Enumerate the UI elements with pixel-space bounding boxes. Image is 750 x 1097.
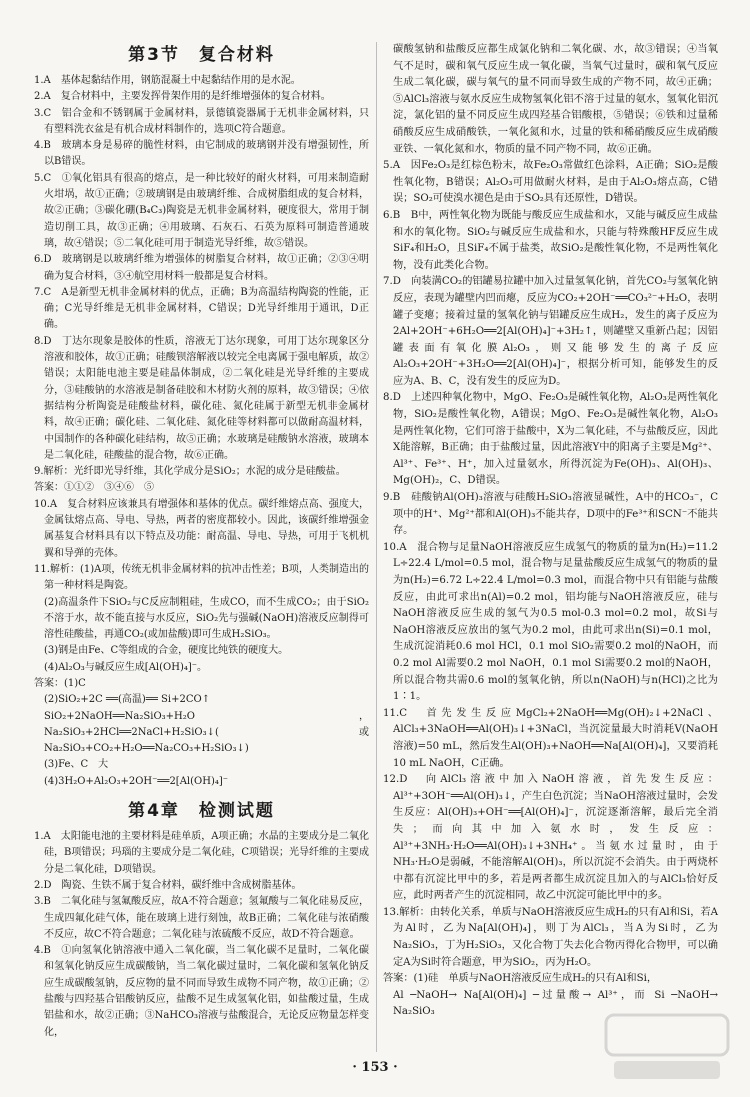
answer-paragraph: (2)SiO₂+2C ══(高温)══ Si+2CO↑	[44, 694, 211, 706]
answer-paragraph: 8.D 丁达尔现象是胶体的性质，溶液无丁达尔现象，可用丁达尔现象区分溶液和胶体，故①正确；硅酸钡溶解液以较完全电离属于强电解质，故②错误；太阳能电池主要是硅晶体制成，②二氧化硅是光导纤维的主要成分，③硅酸钠的水溶液是制备硅胶和木材防火剂的原料，故③错误；④依据结构分析陶瓷是硅酸盐材料，碳化硅、氮化硅属于新型无机非金属材料，故④正确；碳化硅、二氧化硅、氮化硅等材料都可以做耐高温材料，中国制作的各种碳化硅结构，故⑤正确；水玻璃是硅酸钠水溶液，玻璃本是二氧化硅，硅酸盐的混合物，故⑥正确。	[34, 335, 369, 461]
answer-paragraph: 6.D 玻璃钢是以玻璃纤维为增强体的树脂复合材料，故①正确；②③④明确为复合材料，③④航空用材料一般都是复合材料。	[34, 254, 369, 282]
answer-paragraph: 10.A 复合材料应该兼具有增强体和基体的优点。碳纤维熔点高、强度大，金属钛熔点高、导电、导热，两者的密度都较小。因此，该碳纤维增强金属基复合材料具有以下特点及功能：耐高温、导电、导热，可用于飞机机翼和导弹的壳体。	[34, 498, 369, 559]
answer-paragraph: 4.B ①向氢氧化钠溶液中通入二氧化碳，当二氧化碳不足量时，二氧化碳和氢氧化钠反应生成碳酸钠，当二氧化碳过量时，二氧化碳和氢氧化钠反应生成碳酸氢钠，反应物的量不同而导致生成物不同产物，故①正确；②盐酸与四羟基合铝酸钠反应，盐酸不足生成氢氧化铝，如盐酸过量，生成铝盐和水，故②正确；③NaHCO₃溶液与盐酸混合，无论反应物量怎样变化，	[34, 945, 369, 1038]
answer-paragraph: 5.A 因Fe₂O₃是红棕色粉末，故Fe₂O₃常做红色涂料，A正确；SiO₂是酸性氧化物，B错误；Al₂O₃可用做耐火材料，是由于Al₂O₃熔点高，C错误；SO₂可使溴水褪色是由于SO₂具有还原性，D错误。	[383, 160, 718, 205]
answer-paragraph: 碳酸氢钠和盐酸反应都生成氯化钠和二氧化碳、水，故③错误；④当氧气不足时，碳和氧气反应生成一氧化碳，当氧气过量时，碳和氧气反应生成二氧化碳，碳与氧气的量不同而导致生成的产物不同，故④正确；⑤AlCl₃溶液与氨水反应生成物氢氧化铝不溶于过量的氨水，氢氧化铝沉淀，氯化铝的量不同反应生成四羟基合铝酸根，⑤错误；⑥铁和过量稀硝酸反应生成硝酸铁，一氧化氮和水，过量的铁和稀硝酸反应生成硝酸亚铁、一氧化氮和水，物质的量不同产物不同，故⑥正确。	[393, 44, 718, 155]
chapter-items	[34, 829, 369, 1041]
answer-paragraph: 13.解析：由转化关系，单质与NaOH溶液反应生成H₂的只有Al和Si，若A为Al时，乙为Na[Al(OH)₄]，则丁为AlCl₃，当A为Si时，乙为Na₂SiO₃，丁为H₂SiO₃，又化合物丁失去化合物丙得化合物甲，可以确定A为Si时符合题意，甲为SiO₂，丙为H₂O。	[383, 906, 718, 968]
answer-paragraph: 答案：(1)硅 单质与NaOH溶液反应生成H₂的只有Al和Si，	[383, 973, 658, 985]
answer-paragraph: 1.A 基体起黏结作用，钢筋混凝土中起黏结作用的是水泥。	[34, 75, 301, 86]
answer-paragraph: 11.解析：(1)A项，传统无机非金属材料的抗冲击性差；B项，人类制造出的第一种材料是陶瓷。	[34, 563, 369, 592]
answer-paragraph: 10.A 混合物与足量NaOH溶液反应生成氢气的物质的量为n(H₂)=11.2 L÷22.4 L/mol=0.5 mol，混合物与足量盐酸反应生成氢气的物质的量为n(H₂)=6.72 L÷22.4 L/mol=0.3 mol，而混合物中只有铝能与盐酸反应，由此可求出n(Al)=0.2 mol，铝均能与NaOH溶液反应，硅与NaOH溶液反应生成的氢气为0.5 mol-0.3 mol=0.2 mol，故Si与NaOH溶液反应放出的氢气为0.2 mol，由此可求出n(Si)=0.1 mol，生成沉淀消耗0.6 mol HCl，0.1 mol SiO₂需要0.2 mol的NaOH，而0.2 mol Al需要0.2 mol NaOH，0.1 mol Si需要0.2 mol的NaOH，所以混合物共需0.6 mol的氢氧化钠，所以n(NaOH)与n(HCl)之比为1∶1。	[383, 541, 718, 703]
answer-paragraph: 2.D 陶瓷、生铁不属于复合材料，碳纤维中含成树脂基体。	[34, 879, 302, 891]
column-divider	[376, 42, 377, 1052]
answer-paragraph: 9.解析：光纤即光导纤维，其化学成分是SiO₂；水泥的成分是硅酸盐。	[34, 466, 346, 478]
answer-paragraph: 12.D 向AlCl₃溶液中加入NaOH溶液，首先发生反应：Al³⁺+3OH⁻══Al(OH)₃↓，产生白色沉淀；当NaOH溶液过量时，会发生反应：Al(OH)₃+OH⁻══[Al(OH)₄]⁻，沉淀逐渐溶解，最后完全消失；而向其中加入氨水时，发生反应：Al³⁺+3NH₃·H₂O══Al(OH)₃↓+3NH₄⁺。当氨水过量时，由于NH₃·H₂O是弱碱，不能溶解Al(OH)₃，所以沉淀不会消失。由于两烧杯中都有沉淀比甲中的多，若是两者都生成沉淀且加入的与AlCl₃恰好反应，此时两者产生的沉淀相同，故乙中沉淀可能比甲中的多。	[383, 774, 718, 902]
answer-paragraph: 3.C 铝合金和不锈钢属于金属材料，景德镇瓷器属于无机非金属材料，只有塑料洗衣盆是有机合成材料制作的，选项C符合题意。	[34, 107, 369, 135]
answer-paragraph: (4)3H₂O+Al₂O₃+2OH⁻══2[Al(OH)₄]⁻	[44, 775, 229, 787]
left-column	[34, 42, 369, 1041]
chapter-title: 第4章 检测试题	[128, 801, 275, 822]
answer-paragraph: 5.C ①氧化铝具有很高的熔点，是一种比较好的耐火材料，可用来制造耐火坩埚，故①正确；②玻璃钢是由玻璃纤维、合成树脂组成的复合材料，故②正确；③碳化硼(B₄C₃)陶瓷是无机非金属材料，硬度很大，常用于制造切削工具，故③正确；④用玻璃、石灰石、石英为原料可制造普通玻璃，故④错误；⑤二氧化硅可用于制造光导纤维，故⑤错误。	[34, 172, 369, 249]
right-column	[383, 42, 718, 1021]
answer-paragraph: 7.C A是新型无机非金属材料的优点，正确；B为高温结构陶瓷的性能，正确；C光导纤维是无机非金属材料，C错误；D光导纤维用于通讯，D正确。	[34, 286, 369, 331]
answer-paragraph: Al ─NaOH→ Na[Al(OH)₄] ─过量酸→ Al³⁺，而 Si ─NaOH→ Na₂SiO₃	[393, 989, 718, 1018]
answer-paragraph: 2.A 复合材料中，主要发挥骨架作用的是纤维增强体的复合材料。	[34, 91, 331, 103]
answer-paragraph: 7.D 向装满CO₂的铝罐易拉罐中加入过量氢氧化钠，首先CO₂与氢氧化钠反应，表现为罐壁内凹而瘪，反应为CO₂+2OH⁻══CO₃²⁻+H₂O，表明罐子变瘪；接着过量的氢氧化钠与铝罐反应生成H₂，发生的离子反应为2Al+2OH⁻+6H₂O══2[Al(OH)₄]⁻+3H₂↑，则罐壁又重新凸起；因铝罐表面有氧化膜Al₂O₃，则又能够发生的离子反应Al₂O₃+2OH⁻+3H₂O══2[Al(OH)₄]⁻，根据分析可知，能够发生的反应为A、B、C，没有发生的反应为D。	[383, 276, 718, 387]
right-items	[383, 42, 718, 1021]
answer-paragraph: 1.A 太阳能电池的主要材料是硅单质，A项正确；水晶的主要成分是二氧化硅，B项错误；玛瑙的主要成分是二氧化硅，C项错误；光导纤维的主要成分是二氧化硅，D项错误。	[34, 831, 369, 875]
answer-paragraph: (3)Fe、C 大	[44, 759, 109, 771]
watermark-logo	[602, 1009, 732, 1083]
page-number: · 153 ·	[352, 1060, 398, 1075]
answer-paragraph: 4.B 玻璃本身是易碎的脆性材料，由它制成的玻璃钢并没有增强韧性，所以B错误。	[34, 140, 369, 168]
section-title: 第3节 复合材料	[128, 45, 275, 65]
answer-paragraph: 6.B B中，两性氧化物为既能与酸反应生成盐和水，又能与碱反应生成盐和水的氧化物。SiO₂与碱反应生成盐和水，只能与特殊酸HF反应生成SiF₄和H₂O，且SiF₄不属于盐类，故SiO₂是酸性氧化物，不是两性氧化物，没有此类化合物。	[383, 209, 718, 271]
answer-paragraph: 3.B 二氧化硅与氢氟酸反应，故A不符合题意；氢氟酸与二氧化硅易反应，生成四氟化硅气体，能在玻璃上进行刻蚀，故B正确；二氧化硅与浓硝酸不反应，故C不符合题意；二氧化硅与浓硫酸不反应，故D不符合题意。	[34, 896, 369, 940]
left-items	[34, 73, 369, 790]
answer-paragraph: 答案：(1)C	[34, 677, 86, 689]
answer-paragraph: 答案：①①② ③④⑥ ⑤	[34, 482, 154, 494]
answer-paragraph: (3)钢是由Fe、C等组成的合金，硬度比纯铁的硬度大。	[44, 645, 289, 657]
answer-paragraph: (4)Al₂O₃与碱反应生成[Al(OH)₄]⁻。	[44, 661, 208, 673]
answer-paragraph: SiO₂+2NaOH══Na₂SiO₃+H₂O，Na₂SiO₃+2HCl══2NaCl+H₂SiO₃↓(或Na₂SiO₃+CO₂+H₂O══Na₂CO₃+H₂SiO₃↓)	[44, 710, 369, 755]
answer-paragraph: 11.C 首先发生反应MgCl₂+2NaOH══Mg(OH)₂↓+2NaCl、AlCl₃+3NaOH══Al(OH)₃↓+3NaCl，当沉淀量最大时消耗V(NaOH溶液)=50 mL，然后发生Al(OH)₃+NaOH══Na[Al(OH)₄]，又要消耗10 mL NaOH，C正确。	[383, 707, 718, 769]
answer-paragraph: 9.B 硅酸钠Al(OH)₃溶液与硅酸H₂SiO₃溶液显碱性，A中的HCO₃⁻，C项中的H⁺、Mg²⁺都和Al(OH)₃不能共存，D项中的Fe³⁺和SCN⁻不能共存。	[383, 492, 718, 537]
answer-paragraph: 8.D 上述四种氧化物中，MgO、Fe₂O₃是碱性氧化物，Al₂O₃是两性氧化物，SiO₂是酸性氧化物，A错误；MgO、Fe₂O₃是碱性氧化物，Al₂O₃是两性氧化物，它们可溶于盐酸中，X为二氧化硅，不与盐酸反应，因此X能溶解，B正确；由于盐酸过量，因此溶液Y中的阳离子主要是Mg²⁺、Al³⁺、Fe³⁺、H⁺，加入过量氨水，所得沉淀为Fe(OH)₃、Al(OH)₃、Mg(OH)₂，C、D错误。	[383, 392, 718, 487]
answer-paragraph: (2)高温条件下SiO₂与C反应制粗硅，生成CO，而不生成CO₂；由于SiO₂不溶于水，故不能直接与水反应，SiO₂先与强碱(NaOH)溶液反应制得可溶性硅酸盐，再通CO₂(或加盐酸)即可生成H₂SiO₃。	[44, 596, 369, 641]
